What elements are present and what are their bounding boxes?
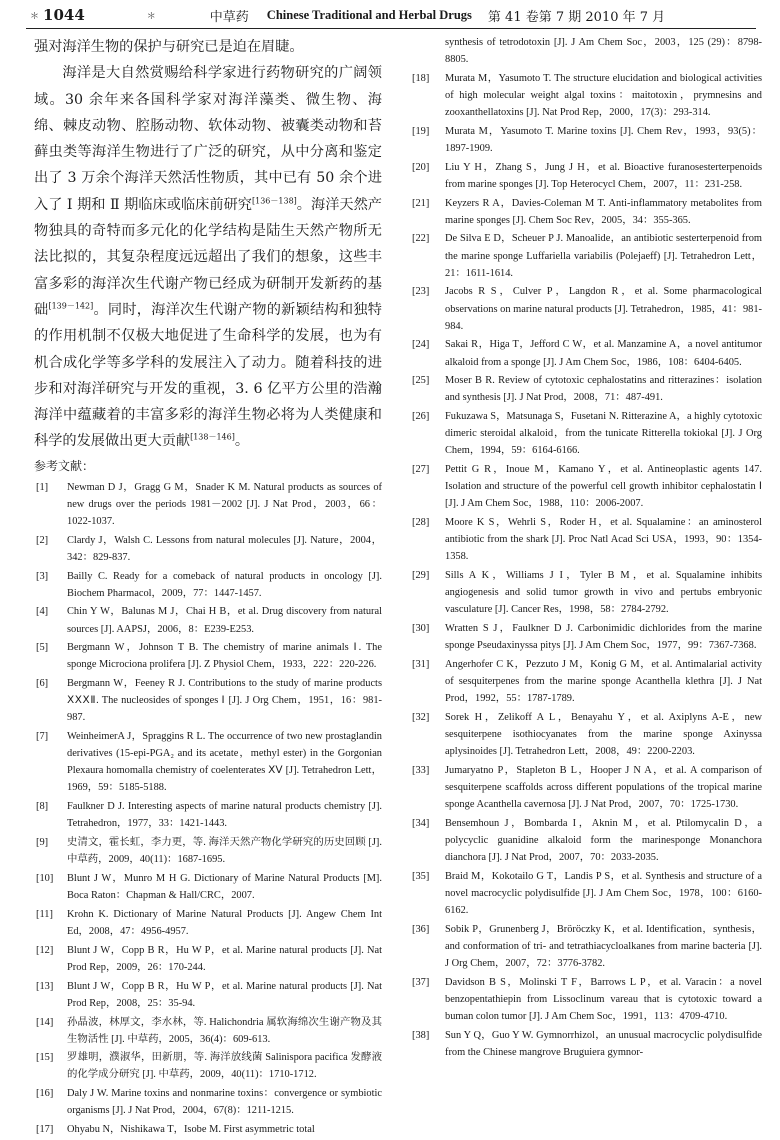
reference-number: [24] [412, 339, 430, 351]
reference-item [410, 461, 762, 512]
reference-number: [15] [36, 1052, 54, 1064]
reference-item [410, 762, 762, 813]
reference-number: [20] [412, 161, 430, 173]
reference-number: [28] [412, 517, 430, 529]
reference-text: Sorek H，Zelikoff A L，Benayahu Y，et al. Axiplyns A-E，new sesquiterpene isothiocyanates from the marine sponge Axinyssa aplysinoides [J]. Tetrahedron Lett，2008，49：2200-2203. [445, 711, 762, 758]
reference-number: [23] [412, 286, 430, 298]
reference-number: [7] [36, 731, 49, 743]
reference-text: Ohyabu N，Nishikawa T，Isobe M. First asymmetric total [67, 1124, 315, 1136]
reference-text: Bensemhoun J，Bombarda I，Aknin M，et al. Ptilomycalin D，a polycyclic guanidine alkaloid form the marinesponge Monanchora dianchora [J]. J Nat Prod，2007，70：2033-2035. [445, 817, 762, 863]
reference-item [34, 1121, 382, 1138]
left-column [34, 34, 382, 1140]
reference-item [34, 798, 382, 832]
reference-number: [8] [36, 801, 49, 813]
reference-list-left [34, 479, 382, 1138]
reference-item [410, 159, 762, 193]
reference-text: Murata M，Yasumoto T. Marine toxins [J]. Chem Rev，1993，93(5)：1897-1909. [445, 125, 762, 154]
body-paragraph: 强对海洋生物的保护与研究已是迫在眉睫。 [34, 39, 304, 55]
reference-number: [16] [36, 1088, 54, 1100]
reference-item [410, 514, 762, 565]
reference-number: [1] [36, 481, 49, 493]
reference-item [410, 620, 762, 654]
reference-item [34, 942, 382, 976]
reference-item [410, 1027, 762, 1061]
reference-continuation: synthesis of tetrodotoxin [J]. J Am Chem Soc，2003，125 (29)：8798-8805. [445, 37, 762, 66]
reference-text: Sobik P，Grunenberg J，Bröröczky K，et al. Identification，synthesis，and conformation of tri- and tetrathiacycloalkanes from marine bacteria [J]. J Org Chem，2007，72：3776-3782. [445, 923, 762, 969]
reference-number: [22] [412, 233, 430, 245]
reference-item [34, 639, 382, 673]
reference-item [410, 868, 762, 919]
reference-number: [31] [412, 658, 430, 670]
reference-item [410, 408, 762, 459]
reference-number: [11] [36, 908, 53, 920]
page-number: 1044 [43, 6, 85, 24]
reference-list-right [410, 70, 762, 1061]
reference-text: Sakai R，Higa T，Jefford C W，et al. Manzamine A，a novel antitumor alkaloid from a sponge [J]. J Am Chem Soc，1986，108：6404-6405. [445, 339, 762, 368]
reference-text: Bergmann W，Feeney R J. Contributions to the study of marine products ⅩⅩⅩⅡ. The nucleosides of sponges Ⅰ [J]. J Org Chem，1951，16：981-987. [67, 678, 382, 724]
reference-text: Bergmann W，Johnson T B. The chemistry of marine animals Ⅰ. The sponge Microciona prolifera [J]. Z Physiol Chem，1933，222：220-226. [67, 642, 382, 671]
reference-number: [37] [412, 976, 430, 988]
right-column [410, 34, 762, 1063]
reference-text: Angerhofer C K，Pezzuto J M，Konig G M，et al. Antimalarial activity of sesquiterpenes from the marine sponge Acanthella klethra [J]. J Nat Prod，1992，55：1787-1789. [445, 658, 762, 705]
reference-item [410, 815, 762, 866]
reference-number: [21] [412, 197, 430, 209]
reference-text: Krohn K. Dictionary of Marine Natural Products [J]. Angew Chem Int Ed，2008，47：4956-4957. [67, 908, 382, 937]
reference-text: Keyzers R A，Davies-Coleman M T. Anti-inflammatory metabolites from marine sponges [J]. Chem Soc Rev，2005，34：355-365. [445, 197, 762, 226]
reference-number: [14] [36, 1016, 54, 1028]
reference-text: Braid M，Kokotailo G T，Landis P S，et al. Synthesis and structure of a novel macrocyclic polydisulfide [J]. J Am Chem Soc，1978，100：6160-6162. [445, 870, 762, 916]
reference-item [410, 656, 762, 707]
reference-number: [12] [36, 944, 54, 956]
reference-number: [2] [36, 534, 49, 546]
journal-title-en: Chinese Traditional and Herbal Drugs [266, 7, 472, 22]
reference-text: 孙晶波，林厚文，李水林，等. Halichondria 属软海绵次生谢产物及其生物活性 [J]. 中草药，2005，36(4)：609-613. [67, 1016, 382, 1045]
reference-number: [34] [412, 817, 430, 829]
reference-text: Newman D J，Gragg G M，Snader K M. Natural products as sources of new drugs over the periods 1981－2002 [J]. J Nat Prod，2003，66：1022-1037. [67, 481, 382, 527]
reference-number: [25] [412, 375, 430, 387]
reference-item [34, 1014, 382, 1048]
reference-text: Murata M，Yasumoto T. The structure elucidation and biological activities of high molecular weight algal toxins：maitotoxin，prymnesins and zooxanthellatoxins [J]. Nat Prod Rep，2000，17(3)：293-314. [445, 72, 762, 119]
star-icon: ＊ [30, 11, 40, 22]
body-paragraph: 海洋是大自然赏赐给科学家进行药物研究的广阔领域。30 余年来各国科学家对海洋藻类、微生物、海绵、棘皮动物、腔肠动物、软体动物、被囊类动物和苔藓虫类等海洋生物进行了广泛的研究，从中分离和鉴定出了 3 万余个海洋天然活性物质，其中已有 50 余个进入了 Ⅰ 期和 Ⅱ 期临床或临床前研究[136－138]。海洋天然产物独具的奇特而多元化的化学结构是陆生天然产物所无法比拟的，其复杂程度远远超出了我们的想象，这些丰富多彩的海洋次生代谢产物已经成为研制开发新药的基础[139－142]。同时，海洋次生代谢产物的新颖结构和独特的作用机制不仅极大地促进了生命科学的发展，也为有机合成化学等多学科的发展注入了动力。随着科技的进步和对海洋研究与开发的重视，3. 6 亿平方公里的浩瀚海洋中蕴藏着的丰富多彩的海洋生物必将为人类健康和科学的发展做出更大贡献[138－146]。 [34, 65, 382, 450]
reference-item [34, 603, 382, 637]
reference-text: Jacobs R S，Culver P，Langdon R，et al. Some pharmacological observations on marine natural products [J]. Tetrahedron，1985，41：981-984. [445, 286, 762, 332]
reference-text: Wratten S J，Faulkner D J. Carbonimidic dichlorides from the marine sponge Pseudaxinyssa pitys [J]. J Am Chem Soc，1977，99：7367-7368. [445, 623, 762, 652]
reference-item [410, 123, 762, 157]
reference-number: [5] [36, 642, 49, 654]
reference-text: Sun Y Q，Guo Y W. Gymnorrhizol，an unusual macrocyclic polydisulfide from the Chinese mangrove Bruguiera gymnor- [445, 1029, 762, 1058]
reference-item [410, 921, 762, 972]
citation: [138－146] [190, 432, 235, 442]
citation: [136－138] [252, 196, 297, 206]
reference-text: Blunt J W，Munro M H G. Dictionary of Marine Natural Products [M]. Boca Raton：Chapman & Hall/CRC，2007. [67, 873, 382, 902]
reference-item [34, 479, 382, 530]
reference-number: [19] [412, 125, 430, 137]
reference-item [410, 709, 762, 760]
reference-number: [33] [412, 764, 430, 776]
reference-text: Blunt J W，Copp B R，Hu W P，et al. Marine natural products [J]. Nat Prod Rep，2009，26：170-244. [67, 944, 382, 973]
reference-number: [26] [412, 411, 430, 423]
reference-number: [32] [412, 711, 430, 723]
reference-number: [35] [412, 870, 430, 882]
reference-text: Daly J W. Marine toxins and nonmarine toxins：convergence or symbiotic organisms [J]. J Nat Prod，2004，67(8)：1211-1215. [67, 1088, 382, 1117]
reference-number: [38] [412, 1029, 430, 1041]
references-heading: 参考文献： [34, 458, 95, 473]
issue-info: 第 41 卷第 7 期 2010 年 7 月 [487, 9, 666, 25]
reference-number: [3] [36, 570, 49, 582]
reference-text: Clardy J，Walsh C. Lessons from natural molecules [J]. Nature，2004，342：829-837. [67, 534, 382, 563]
reference-item [34, 978, 382, 1012]
reference-number: [4] [36, 606, 49, 618]
reference-text: Pettit G R，Inoue M，Kamano Y，et al. Antineoplastic agents 147. Isolation and structure of the powerful cell growth inhibitor cephalostatin Ⅰ [J]. J Am Chem Soc，1988，110：2006-2007. [445, 464, 762, 510]
reference-item [34, 1085, 382, 1119]
reference-item [410, 372, 762, 406]
reference-number: [9] [36, 837, 49, 849]
reference-item [410, 230, 762, 281]
reference-item [34, 532, 382, 566]
reference-text: Faulkner D J. Interesting aspects of marine natural products chemistry [J]. Tetrahedron，1977，33：1421-1443. [67, 801, 382, 830]
reference-text: Sills A K，Williams J I，Tyler B M，et al. Squalamine inhibits angiogenesis and solid tumor growth in vivo and pertubs embryonic vasculature [J]. Cancer Res，1998，58：2784-2792. [445, 570, 762, 616]
reference-item [410, 974, 762, 1025]
star-icon: ＊ [146, 11, 156, 22]
reference-item [34, 675, 382, 726]
reference-number: [27] [412, 464, 430, 476]
reference-text: Blunt J W，Copp B R，Hu W P，et al. Marine natural products [J]. Nat Prod Rep，2008，25：35-94. [67, 980, 382, 1009]
reference-number: [30] [412, 623, 430, 635]
reference-item [34, 834, 382, 868]
reference-text: Moore K S，Wehrli S，Roder H，et al. Squalamine：an aminosterol antibiotic from the shark [J]. Proc Natl Acad Sci USA，1993，90：1354-1358. [445, 517, 762, 563]
reference-text: Chin Y W，Balunas M J，Chai H B，et al. Drug discovery from natural sources [J]. AAPSJ，2006，8：E239-E253. [67, 606, 382, 635]
reference-item [410, 336, 762, 370]
reference-number: [6] [36, 678, 49, 690]
reference-text: 史清文，霍长虹，李力更，等. 海洋天然产物化学研究的历史回顾 [J]. 中草药，2009，40(11)：1687-1695. [67, 837, 382, 866]
reference-item [410, 70, 762, 121]
reference-text: De Silva E D，Scheuer P J. Manoalide，an antibiotic sesterterpenoid from the marine sponge Luffariella variabilis (Polejaeff) [J]. Tetrahedron Lett，21：1611-1614. [445, 233, 762, 279]
reference-text: Fukuzawa S，Matsunaga S，Fusetani N. Ritterazine A，a highly cytotoxic dimeric steroidal alkaloid，from the tunicate Ritterella tokiokal [J]. J Org Chem，1994，59：6164-6166. [445, 411, 762, 457]
reference-text: 罗雄明，濮淑华，田新朋，等. 海洋放线菌 Salinispora pacifica 发酵液的化学成分研究 [J]. 中草药，2009，40(11)：1710-1712. [67, 1052, 382, 1081]
reference-item [34, 1049, 382, 1083]
reference-text: Davidson B S，Molinski T F，Barrows L P，et al. Varacin：a novel benzopentathiepin from Lissoclinum vareau that is cytotoxic toward a buman colon tumor [J]. J Am Chem Soc，1991，113：4709-4710. [445, 976, 762, 1022]
reference-item [410, 283, 762, 334]
reference-item [410, 567, 762, 618]
reference-item [34, 906, 382, 940]
reference-item [34, 728, 382, 796]
journal-title-cn: 中草药 [209, 9, 249, 25]
reference-number: [36] [412, 923, 430, 935]
page-header [26, 2, 756, 29]
reference-number: [17] [36, 1124, 54, 1136]
reference-text: WeinheimerA J，Spraggins R L. The occurrence of two new prostaglandin derivatives (15-epi-PGA₂ and its acetate，methyl ester) in the Gorgonian Plexaura homomalla chemistry of coelenterates ⅩⅤ [J]. Tetrahedron Lett，1969，59：5185-5188. [67, 731, 382, 794]
reference-text: Moser B R. Review of cytotoxic cephalostatins and ritterazines：isolation and synthesis [J]. J Nat Prod，2008，71：487-491. [445, 375, 762, 404]
reference-text: Bailly C. Ready for a comeback of natural products in oncology [J]. Biochem Pharmacol，2009，77：1447-1457. [67, 570, 382, 599]
reference-number: [18] [412, 72, 430, 84]
reference-item [410, 195, 762, 229]
reference-item [34, 870, 382, 904]
reference-number: [29] [412, 570, 430, 582]
reference-item [34, 568, 382, 602]
reference-text: Jumaryatno P，Stapleton B L，Hooper J N A，et al. A comparison of sesquiterpene scaffolds across different populations of the tropical marine sponge Acanthella cavernosa [J]. J Nat Prod，2007，70：1725-1730. [445, 764, 762, 811]
citation: [139－142] [48, 301, 94, 311]
reference-number: [13] [36, 980, 54, 992]
reference-number: [10] [36, 873, 54, 884]
reference-text: Liu Y H，Zhang S，Jung J H，et al. Bioactive furanosesterterpenoids from marine sponges [J]. Top Heterocycl Chem，2007，11：231-258. [445, 161, 762, 190]
